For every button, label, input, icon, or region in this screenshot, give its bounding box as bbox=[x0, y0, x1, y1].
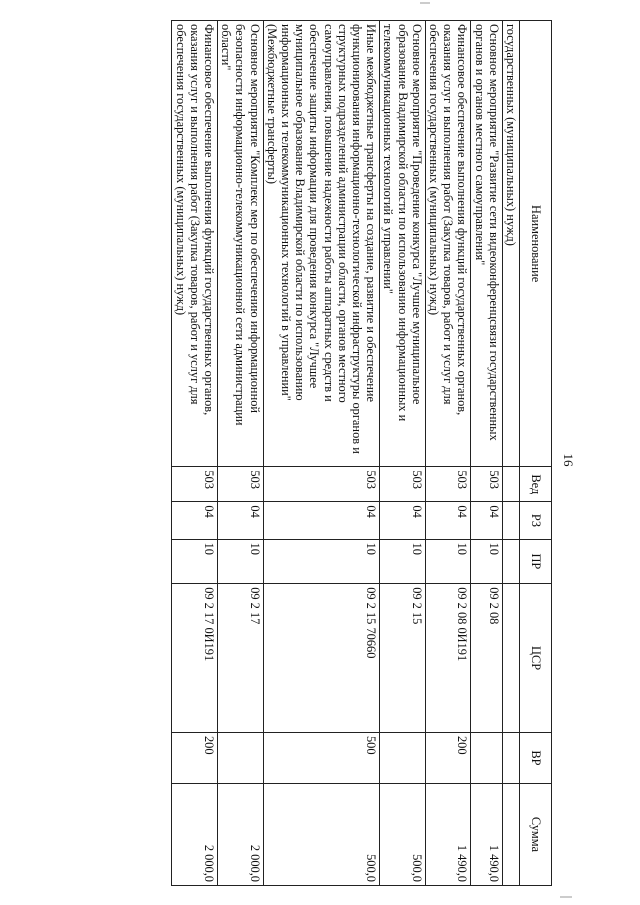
cell-sum: 2 000,0 bbox=[217, 783, 263, 885]
cell-csr: 09 2 17 bbox=[217, 584, 263, 733]
cell-rz: 04 bbox=[172, 502, 218, 539]
cell-csr bbox=[502, 584, 519, 733]
cell-pr: 10 bbox=[471, 539, 502, 584]
cell-ved: 503 bbox=[425, 467, 471, 502]
page-number: 16 bbox=[561, 453, 576, 467]
cell-pr: 10 bbox=[380, 539, 426, 584]
cell-pr bbox=[502, 539, 519, 584]
table-row bbox=[172, 21, 218, 886]
table-row bbox=[471, 21, 502, 886]
cell-rz: 04 bbox=[471, 502, 502, 539]
cell-ved: 503 bbox=[217, 467, 263, 502]
cell-csr: 09 2 08 0И191 bbox=[425, 584, 471, 733]
header-vr: ВР bbox=[520, 732, 552, 783]
header-ved: Вед bbox=[520, 467, 552, 502]
cell-csr: 09 2 15 70660 bbox=[263, 584, 380, 733]
cell-name: Иные межбюджетные трансферты на создание, развитие и обеспечение функционирования информационно-технологической инфраструктуры органов и структурных подразделений администрации области, органов местного самоуправления, повышение надежности работы аппаратных средств и обеспечение защиты информации для проведения конкурса "Лучшее муниципальное образование Владимирской области по использованию информационных и телекоммуникационных технологий в управлении" (Межбюджетные трансферты) bbox=[263, 21, 380, 467]
cell-rz bbox=[502, 502, 519, 539]
cell-name: Основное мероприятие "Проведение конкурса "Лучшее муниципальное образование Владимирской области по использованию информационных и телекоммуникационных технологий в управлении" bbox=[380, 21, 426, 467]
cell-name: Финансовое обеспечение выполнения функций государственных органов, оказания услуг и выполнения работ (Закупка товаров, работ и услуг для обеспечения государственных (муниципальных) нужд) bbox=[172, 21, 218, 467]
cell-ved: 503 bbox=[263, 467, 380, 502]
table-header-row bbox=[520, 21, 552, 886]
table-row bbox=[502, 21, 519, 886]
cell-csr: 09 2 15 bbox=[380, 584, 426, 733]
table-row bbox=[425, 21, 471, 886]
cell-ved: 503 bbox=[471, 467, 502, 502]
cell-sum: 1 490,0 bbox=[471, 783, 502, 885]
cell-vr bbox=[471, 732, 502, 783]
cell-name: Основное мероприятие "Развитие сети видеоконференцсвязи государственных органов и органов местного самоуправления" bbox=[471, 21, 502, 467]
cell-sum: 2 000,0 bbox=[172, 783, 218, 885]
cell-pr: 10 bbox=[263, 539, 380, 584]
table-row bbox=[380, 21, 426, 886]
cell-name: государственных (муниципальных) нужд) bbox=[502, 21, 519, 467]
budget-table-rotated bbox=[48, 20, 552, 886]
cell-pr: 10 bbox=[425, 539, 471, 584]
cell-name: Основное мероприятие "Комплекс мер по обеспечению информационной безопасности информационно-телекоммуникационной сети администрации области" bbox=[217, 21, 263, 467]
cell-sum: 500,0 bbox=[380, 783, 426, 885]
cell-rz: 04 bbox=[263, 502, 380, 539]
table-row bbox=[217, 21, 263, 886]
cell-rz: 04 bbox=[217, 502, 263, 539]
header-sum: Сумма bbox=[520, 783, 552, 885]
cell-vr: 200 bbox=[172, 732, 218, 783]
cell-vr bbox=[217, 732, 263, 783]
table-row bbox=[263, 21, 380, 886]
cell-rz: 04 bbox=[425, 502, 471, 539]
header-pr: ПР bbox=[520, 539, 552, 584]
cell-ved: 503 bbox=[172, 467, 218, 502]
header-rz: РЗ bbox=[520, 502, 552, 539]
cell-name: Финансовое обеспечение выполнения функций государственных органов, оказания услуг и выполнения работ (Закупка товаров, работ и услуг для обеспечения государственных (муниципальных) нужд) bbox=[425, 21, 471, 467]
header-csr: ЦСР bbox=[520, 584, 552, 733]
cell-ved: 503 bbox=[380, 467, 426, 502]
cell-vr bbox=[380, 732, 426, 783]
cell-rz: 04 bbox=[380, 502, 426, 539]
cell-ved bbox=[502, 467, 519, 502]
cell-csr: 09 2 17 0И191 bbox=[172, 584, 218, 733]
cell-vr: 500 bbox=[263, 732, 380, 783]
budget-table bbox=[171, 20, 552, 886]
cell-pr: 10 bbox=[172, 539, 218, 584]
cell-vr: 200 bbox=[425, 732, 471, 783]
cell-pr: 10 bbox=[217, 539, 263, 584]
header-name: Наименование bbox=[520, 21, 552, 467]
cell-sum: 500,0 bbox=[263, 783, 380, 885]
cell-csr: 09 2 08 bbox=[471, 584, 502, 733]
cell-vr bbox=[502, 732, 519, 783]
cell-sum: 1 490,0 bbox=[425, 783, 471, 885]
cell-sum bbox=[502, 783, 519, 885]
